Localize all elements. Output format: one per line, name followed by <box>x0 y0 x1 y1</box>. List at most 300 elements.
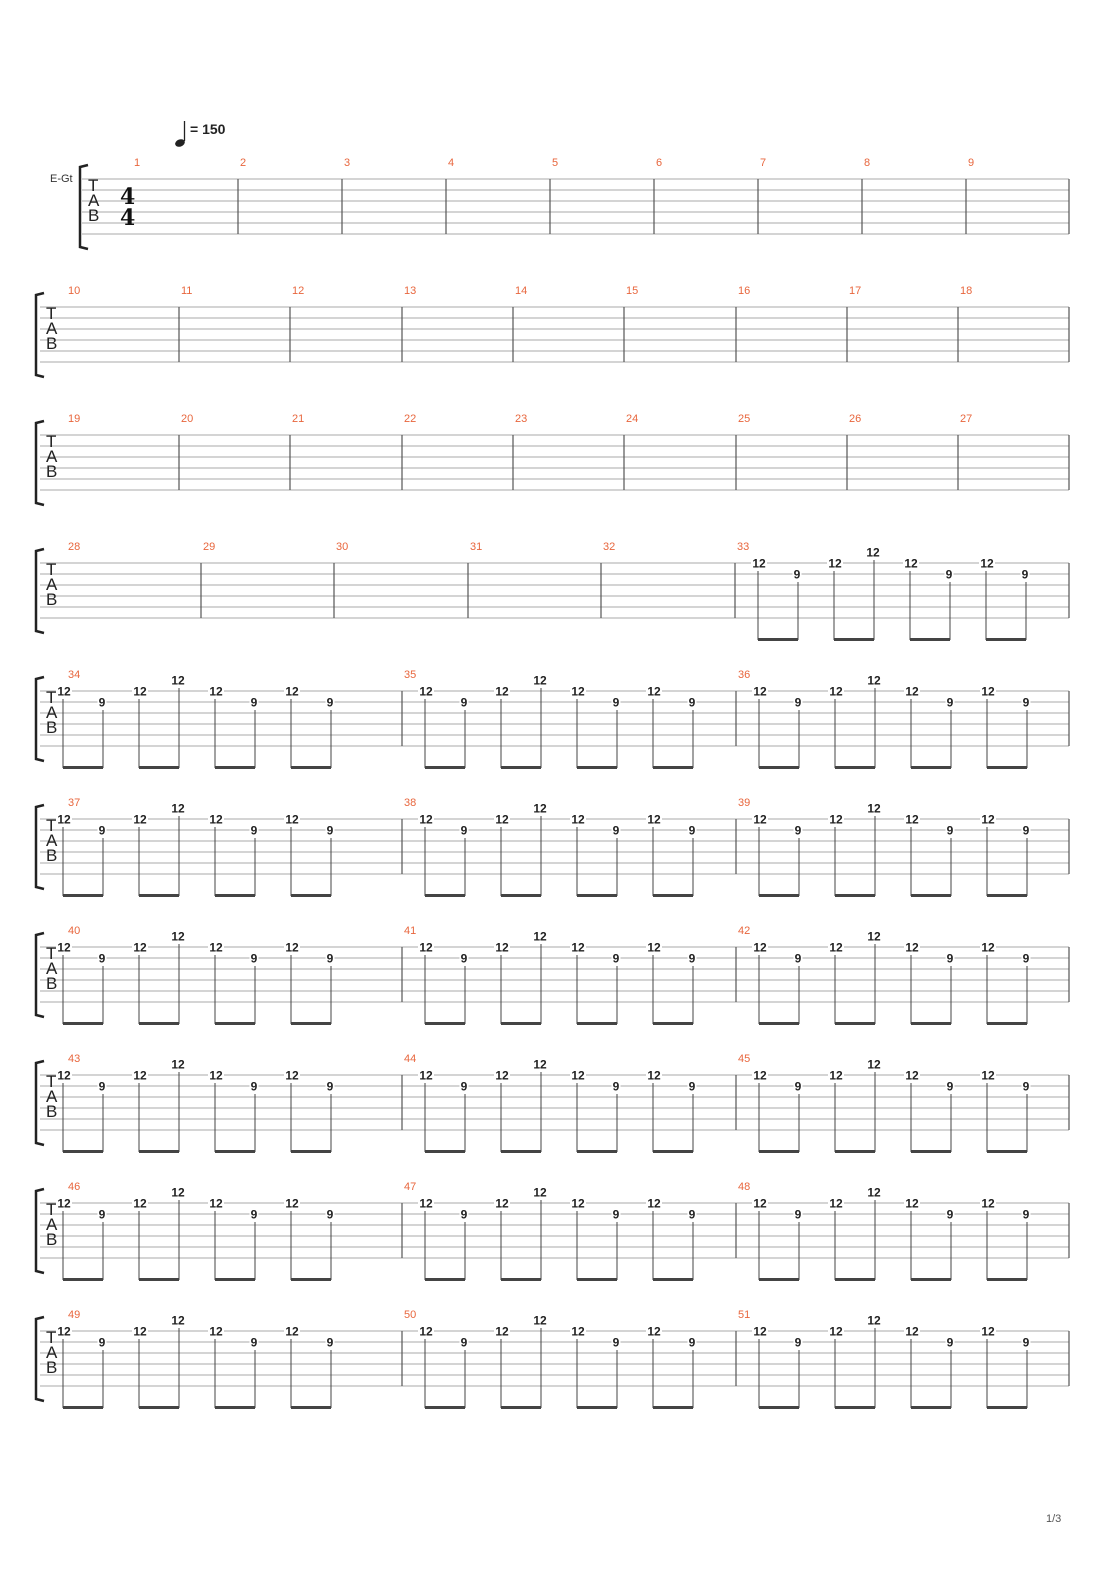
note-beam <box>911 766 951 769</box>
staff-system <box>36 925 1069 1025</box>
fret-number: 12 <box>981 940 995 955</box>
measure-number: 32 <box>603 541 616 553</box>
fret-number: 9 <box>793 567 801 582</box>
note-beam <box>911 1406 951 1409</box>
tab-letter: B <box>46 1102 58 1121</box>
fret-number: 12 <box>647 812 661 827</box>
fret-number: 9 <box>1022 695 1030 710</box>
fret-number: 9 <box>326 1207 334 1222</box>
note-beam <box>834 638 874 641</box>
fret-number: 12 <box>285 812 299 827</box>
note-beam <box>425 1150 465 1153</box>
note-beam <box>63 894 103 897</box>
note-beam <box>759 894 799 897</box>
fret-number: 12 <box>533 673 547 688</box>
fret-number: 9 <box>460 1207 468 1222</box>
staff-system <box>36 1053 1069 1153</box>
fret-number: 12 <box>419 812 433 827</box>
note-beam <box>987 766 1027 769</box>
fret-number: 12 <box>866 545 880 560</box>
fret-number: 9 <box>460 1079 468 1094</box>
fret-number: 12 <box>533 929 547 944</box>
fret-number: 12 <box>533 1185 547 1200</box>
note-beam <box>653 766 693 769</box>
fret-number: 12 <box>171 1057 185 1072</box>
note-beam <box>215 1278 255 1281</box>
measure-number: 39 <box>738 797 751 809</box>
fret-number: 9 <box>1022 1207 1030 1222</box>
fret-number: 9 <box>688 1207 696 1222</box>
fret-number: 12 <box>905 684 919 699</box>
measure-number: 37 <box>68 797 81 809</box>
tab-letter: B <box>46 334 58 353</box>
fret-number: 12 <box>905 1196 919 1211</box>
note-beam <box>291 766 331 769</box>
fret-number: 12 <box>867 1057 881 1072</box>
note-beam <box>425 1022 465 1025</box>
fret-number: 12 <box>495 1068 509 1083</box>
note-beam <box>653 894 693 897</box>
fret-number: 9 <box>250 951 258 966</box>
fret-number: 12 <box>133 812 147 827</box>
note-beam <box>215 766 255 769</box>
fret-number: 12 <box>829 684 843 699</box>
note-beam <box>835 1278 875 1281</box>
fret-number: 9 <box>326 695 334 710</box>
fret-number: 12 <box>495 684 509 699</box>
measure-number: 47 <box>404 1181 417 1193</box>
note-beam <box>425 766 465 769</box>
note-beam <box>987 1022 1027 1025</box>
fret-number: 12 <box>829 1196 843 1211</box>
tab-letter: B <box>46 1358 58 1377</box>
system-bracket <box>36 933 44 1017</box>
tab-letter: B <box>46 590 58 609</box>
measure-number: 8 <box>864 157 871 169</box>
fret-number: 12 <box>285 1068 299 1083</box>
tempo-marking <box>174 121 226 148</box>
fret-number: 12 <box>753 1324 767 1339</box>
fret-number: 12 <box>495 940 509 955</box>
fret-number: 9 <box>250 823 258 838</box>
tab-letter: A <box>46 959 58 978</box>
fret-number: 12 <box>419 1196 433 1211</box>
system-bracket <box>36 1317 44 1401</box>
measure-number: 28 <box>68 541 81 553</box>
fret-number: 12 <box>571 1324 585 1339</box>
measure-number: 26 <box>849 413 862 425</box>
measure-number: 10 <box>68 285 81 297</box>
tab-letter: A <box>46 703 58 722</box>
measure-number: 35 <box>404 669 417 681</box>
tab-letter: T <box>46 688 57 707</box>
note-beam <box>501 894 541 897</box>
fret-number: 9 <box>98 823 106 838</box>
fret-number: 9 <box>612 951 620 966</box>
staff-system <box>36 413 1069 505</box>
tab-letter: T <box>88 176 99 195</box>
system-bracket <box>36 805 44 889</box>
staff-system <box>36 669 1069 769</box>
note-beam <box>759 1278 799 1281</box>
fret-number: 12 <box>829 812 843 827</box>
system-bracket <box>80 165 88 249</box>
note-beam <box>63 1406 103 1409</box>
note-beam <box>501 1150 541 1153</box>
note-beam <box>759 1022 799 1025</box>
time-signature-top: 4 <box>120 184 136 210</box>
system-bracket <box>36 1189 44 1273</box>
fret-number: 9 <box>612 1207 620 1222</box>
measure-number: 33 <box>737 541 750 553</box>
fret-number: 12 <box>171 673 185 688</box>
fret-number: 12 <box>647 1324 661 1339</box>
tab-letter: T <box>46 304 57 323</box>
measure-number: 51 <box>738 1309 751 1321</box>
measure-number: 45 <box>738 1053 751 1065</box>
fret-number: 12 <box>57 1068 71 1083</box>
note-beam <box>835 1022 875 1025</box>
fret-number: 9 <box>688 1335 696 1350</box>
fret-number: 12 <box>419 940 433 955</box>
fret-number: 12 <box>171 929 185 944</box>
note-beam <box>425 894 465 897</box>
measure-number: 16 <box>738 285 751 297</box>
fret-number: 12 <box>533 801 547 816</box>
note-beam <box>139 1278 179 1281</box>
measure-number: 7 <box>760 157 767 169</box>
fret-number: 12 <box>57 1324 71 1339</box>
measure-number: 13 <box>404 285 417 297</box>
fret-number: 9 <box>460 951 468 966</box>
fret-number: 12 <box>867 929 881 944</box>
fret-number: 9 <box>1021 567 1029 582</box>
note-beam <box>291 1022 331 1025</box>
fret-number: 12 <box>495 812 509 827</box>
note-beam <box>577 766 617 769</box>
fret-number: 12 <box>753 940 767 955</box>
measure-number: 3 <box>344 157 351 169</box>
note-beam <box>425 1406 465 1409</box>
fret-number: 12 <box>981 812 995 827</box>
fret-number: 12 <box>419 1324 433 1339</box>
tab-letter: T <box>46 432 57 451</box>
tab-letter: B <box>46 974 58 993</box>
fret-number: 12 <box>419 684 433 699</box>
note-beam <box>759 1406 799 1409</box>
fret-number: 9 <box>326 1335 334 1350</box>
fret-number: 12 <box>753 1068 767 1083</box>
note-beam <box>63 1022 103 1025</box>
system-bracket <box>36 293 44 377</box>
fret-number: 12 <box>647 940 661 955</box>
time-signature-bottom: 4 <box>120 205 136 231</box>
fret-number: 12 <box>981 1324 995 1339</box>
measure-number: 5 <box>552 157 559 169</box>
tab-letter: B <box>46 718 58 737</box>
fret-number: 12 <box>905 1068 919 1083</box>
measure-number: 25 <box>738 413 751 425</box>
note-beam <box>139 894 179 897</box>
measure-number: 23 <box>515 413 528 425</box>
fret-number: 9 <box>250 695 258 710</box>
note-beam <box>577 1278 617 1281</box>
fret-number: 9 <box>946 1207 954 1222</box>
note-beam <box>653 1022 693 1025</box>
fret-number: 9 <box>98 1207 106 1222</box>
note-beam <box>987 1278 1027 1281</box>
note-beam <box>501 1278 541 1281</box>
staff-system <box>80 157 1069 249</box>
fret-number: 12 <box>57 940 71 955</box>
fret-number: 12 <box>171 1313 185 1328</box>
fret-number: 12 <box>867 1185 881 1200</box>
quarter-note-icon <box>174 121 186 148</box>
fret-number: 9 <box>460 695 468 710</box>
fret-number: 12 <box>571 940 585 955</box>
note-beam <box>987 894 1027 897</box>
fret-number: 9 <box>460 823 468 838</box>
fret-number: 12 <box>980 556 994 571</box>
fret-number: 12 <box>285 684 299 699</box>
systems <box>36 157 1069 1409</box>
measure-number: 41 <box>404 925 417 937</box>
fret-number: 9 <box>946 1079 954 1094</box>
fret-number: 9 <box>794 1207 802 1222</box>
note-beam <box>911 1278 951 1281</box>
fret-number: 12 <box>981 684 995 699</box>
fret-number: 12 <box>171 801 185 816</box>
tab-letter: A <box>46 1087 58 1106</box>
measure-number: 1 <box>134 157 141 169</box>
fret-number: 9 <box>612 823 620 838</box>
measure-number: 2 <box>240 157 247 169</box>
note-beam <box>759 1150 799 1153</box>
fret-number: 12 <box>752 556 766 571</box>
fret-number: 9 <box>250 1335 258 1350</box>
note-beam <box>577 1406 617 1409</box>
measure-number: 42 <box>738 925 751 937</box>
fret-number: 12 <box>867 673 881 688</box>
note-beam <box>835 1150 875 1153</box>
note-beam <box>501 766 541 769</box>
fret-number: 12 <box>285 1196 299 1211</box>
measure-number: 9 <box>968 157 975 169</box>
staff-system <box>36 1181 1069 1281</box>
note-beam <box>63 1150 103 1153</box>
note-beam <box>501 1406 541 1409</box>
fret-number: 12 <box>905 812 919 827</box>
fret-number: 9 <box>98 1335 106 1350</box>
tab-letter: T <box>46 1072 57 1091</box>
instrument-name: E-Gt <box>50 173 73 185</box>
measure-number: 40 <box>68 925 81 937</box>
tab-letter: A <box>88 191 100 210</box>
note-beam <box>577 1022 617 1025</box>
fret-number: 9 <box>460 1335 468 1350</box>
note-beam <box>215 1022 255 1025</box>
tab-letter: T <box>46 1200 57 1219</box>
fret-number: 9 <box>612 1335 620 1350</box>
note-beam <box>139 766 179 769</box>
fret-number: 12 <box>209 684 223 699</box>
note-beam <box>215 1150 255 1153</box>
staff-system <box>36 797 1069 897</box>
fret-number: 12 <box>571 812 585 827</box>
note-beam <box>291 1406 331 1409</box>
fret-number: 12 <box>571 1196 585 1211</box>
note-beam <box>63 766 103 769</box>
fret-number: 9 <box>98 951 106 966</box>
fret-number: 12 <box>533 1057 547 1072</box>
fret-number: 12 <box>905 1324 919 1339</box>
fret-number: 12 <box>828 556 842 571</box>
fret-number: 12 <box>829 1068 843 1083</box>
fret-number: 12 <box>981 1196 995 1211</box>
tab-letter: A <box>46 1215 58 1234</box>
page-number: 1/3 <box>1046 1513 1062 1525</box>
fret-number: 9 <box>250 1207 258 1222</box>
measure-number: 48 <box>738 1181 751 1193</box>
note-beam <box>139 1022 179 1025</box>
system-bracket <box>36 421 44 505</box>
staff-system <box>36 1309 1069 1409</box>
fret-number: 12 <box>495 1196 509 1211</box>
note-beam <box>215 894 255 897</box>
fret-number: 12 <box>57 684 71 699</box>
fret-number: 9 <box>98 695 106 710</box>
tab-letter: B <box>46 846 58 865</box>
note-beam <box>835 1406 875 1409</box>
measure-number: 44 <box>404 1053 417 1065</box>
note-beam <box>291 894 331 897</box>
note-beam <box>911 1150 951 1153</box>
fret-number: 12 <box>647 1196 661 1211</box>
measure-number: 46 <box>68 1181 81 1193</box>
note-beam <box>139 1150 179 1153</box>
fret-number: 12 <box>209 1068 223 1083</box>
note-beam <box>987 1150 1027 1153</box>
tab-letter: B <box>46 1230 58 1249</box>
note-beam <box>911 1022 951 1025</box>
measure-number: 22 <box>404 413 417 425</box>
fret-number: 12 <box>209 940 223 955</box>
measure-number: 17 <box>849 285 862 297</box>
note-beam <box>835 894 875 897</box>
note-beam <box>653 1150 693 1153</box>
system-bracket <box>36 677 44 761</box>
fret-number: 9 <box>98 1079 106 1094</box>
fret-number: 9 <box>326 951 334 966</box>
fret-number: 12 <box>209 1324 223 1339</box>
fret-number: 9 <box>688 1079 696 1094</box>
fret-number: 12 <box>647 1068 661 1083</box>
tab-letter: T <box>46 944 57 963</box>
tempo-label: = 150 <box>190 121 226 137</box>
fret-number: 12 <box>753 684 767 699</box>
tab-letter: A <box>46 447 58 466</box>
fret-number: 9 <box>794 1079 802 1094</box>
fret-number: 9 <box>688 951 696 966</box>
measure-number: 24 <box>626 413 639 425</box>
measure-number: 34 <box>68 669 81 681</box>
staff-system <box>36 541 1069 641</box>
fret-number: 12 <box>133 1068 147 1083</box>
tab-letter: B <box>88 206 100 225</box>
measure-number: 4 <box>448 157 455 169</box>
note-beam <box>835 766 875 769</box>
note-beam <box>139 1406 179 1409</box>
note-beam <box>653 1278 693 1281</box>
fret-number: 12 <box>753 1196 767 1211</box>
fret-number: 12 <box>533 1313 547 1328</box>
note-beam <box>653 1406 693 1409</box>
measure-number: 49 <box>68 1309 81 1321</box>
fret-number: 9 <box>1022 1079 1030 1094</box>
note-beam <box>291 1278 331 1281</box>
staff-system <box>36 285 1069 377</box>
fret-number: 9 <box>794 951 802 966</box>
tab-letter: B <box>46 462 58 481</box>
fret-number: 12 <box>171 1185 185 1200</box>
measure-number: 36 <box>738 669 751 681</box>
measure-number: 43 <box>68 1053 81 1065</box>
note-beam <box>425 1278 465 1281</box>
fret-number: 12 <box>419 1068 433 1083</box>
fret-number: 12 <box>133 684 147 699</box>
system-bracket <box>36 1061 44 1145</box>
tab-letter: T <box>46 816 57 835</box>
note-beam <box>910 638 950 641</box>
tab-letter: T <box>46 1328 57 1347</box>
fret-number: 12 <box>57 812 71 827</box>
tab-letter: A <box>46 831 58 850</box>
fret-number: 9 <box>794 1335 802 1350</box>
fret-number: 9 <box>612 695 620 710</box>
note-beam <box>758 638 798 641</box>
fret-number: 9 <box>1022 951 1030 966</box>
fret-number: 9 <box>612 1079 620 1094</box>
fret-number: 12 <box>867 1313 881 1328</box>
measure-number: 18 <box>960 285 973 297</box>
note-beam <box>215 1406 255 1409</box>
fret-number: 12 <box>829 1324 843 1339</box>
measure-number: 29 <box>203 541 216 553</box>
fret-number: 9 <box>1022 823 1030 838</box>
note-beam <box>577 1150 617 1153</box>
fret-number: 12 <box>133 940 147 955</box>
fret-number: 9 <box>794 695 802 710</box>
note-beam <box>911 894 951 897</box>
measure-number: 19 <box>68 413 81 425</box>
fret-number: 12 <box>571 1068 585 1083</box>
measure-number: 11 <box>181 285 193 297</box>
fret-number: 12 <box>829 940 843 955</box>
fret-number: 12 <box>904 556 918 571</box>
measure-number: 21 <box>292 413 305 425</box>
fret-number: 12 <box>57 1196 71 1211</box>
fret-number: 9 <box>945 567 953 582</box>
note-beam <box>986 638 1026 641</box>
note-beam <box>577 894 617 897</box>
note-beam <box>987 1406 1027 1409</box>
fret-number: 9 <box>946 951 954 966</box>
system-bracket <box>36 549 44 633</box>
note-beam <box>291 1150 331 1153</box>
tab-letter: A <box>46 575 58 594</box>
fret-number: 9 <box>794 823 802 838</box>
tab-letter: A <box>46 1343 58 1362</box>
